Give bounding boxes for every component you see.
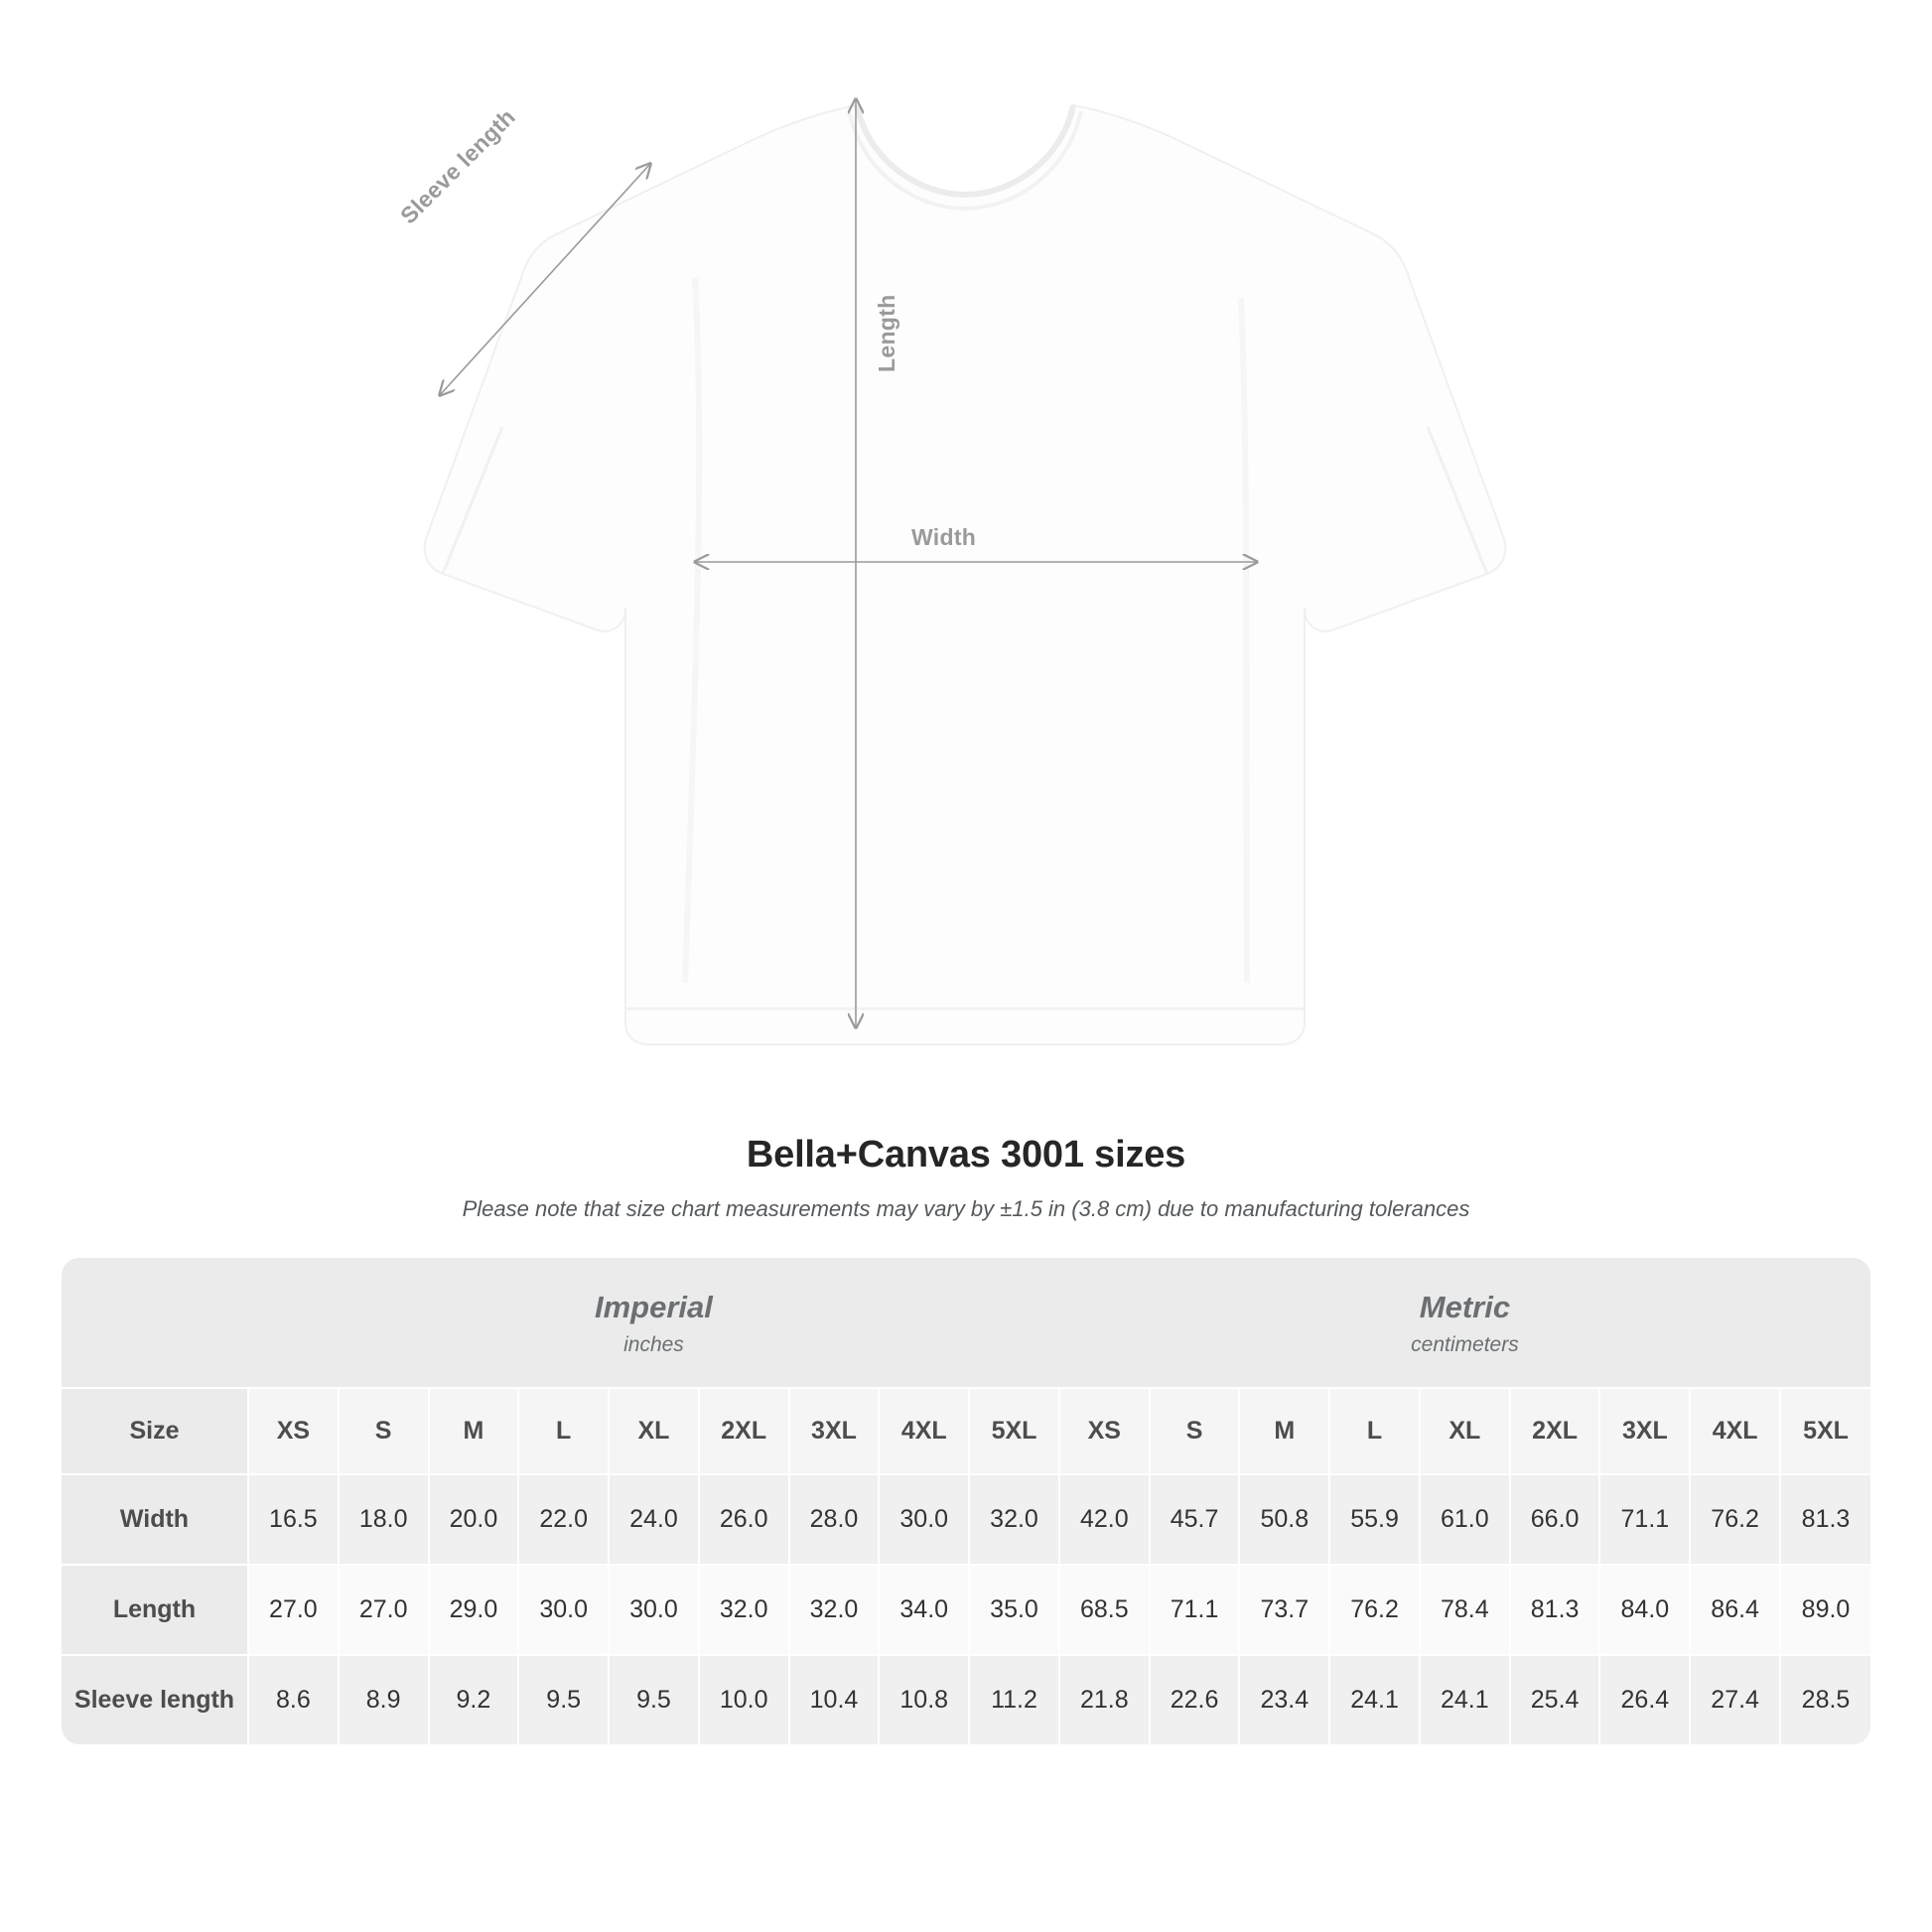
table-row	[62, 1474, 1870, 1565]
measurement-cell: 28.5	[1780, 1655, 1870, 1744]
size-header-cell: 5XL	[969, 1388, 1059, 1474]
measurement-cell: 55.9	[1329, 1474, 1420, 1565]
unit-name: Metric	[1419, 1290, 1511, 1324]
sleeve-length-label: Sleeve length	[395, 103, 520, 229]
measurement-cell: 32.0	[789, 1565, 880, 1655]
measurement-cell: 34.0	[879, 1565, 969, 1655]
size-header-cell: 4XL	[1690, 1388, 1780, 1474]
size-header-cell: XS	[1059, 1388, 1150, 1474]
measurement-cell: 76.2	[1329, 1565, 1420, 1655]
measurement-cell: 86.4	[1690, 1565, 1780, 1655]
measurement-cell: 20.0	[429, 1474, 519, 1565]
measurement-cell: 27.0	[339, 1565, 429, 1655]
measurement-cell: 30.0	[879, 1474, 969, 1565]
measurement-cell: 10.0	[699, 1655, 789, 1744]
size-header-cell: 3XL	[1599, 1388, 1690, 1474]
shirt-shape	[425, 105, 1506, 1044]
measurement-cell: 42.0	[1059, 1474, 1150, 1565]
measurement-cell: 24.1	[1329, 1655, 1420, 1744]
measurement-cell: 29.0	[429, 1565, 519, 1655]
size-column-header: Size	[62, 1388, 248, 1474]
measurement-cell: 25.4	[1510, 1655, 1600, 1744]
measurement-cell: 22.6	[1150, 1655, 1240, 1744]
measurement-cell: 84.0	[1599, 1565, 1690, 1655]
size-header-cell: M	[429, 1388, 519, 1474]
length-label: Length	[874, 294, 899, 372]
measurement-cell: 89.0	[1780, 1565, 1870, 1655]
measurement-cell: 76.2	[1690, 1474, 1780, 1565]
size-header-cell: S	[1150, 1388, 1240, 1474]
heading-block	[0, 1134, 1932, 1222]
measurement-cell: 28.0	[789, 1474, 880, 1565]
measurement-cell: 71.1	[1599, 1474, 1690, 1565]
measurement-cell: 45.7	[1150, 1474, 1240, 1565]
measurement-cell: 24.1	[1420, 1655, 1510, 1744]
size-header-cell: L	[1329, 1388, 1420, 1474]
size-header-cell: XL	[609, 1388, 699, 1474]
unit-subtitle: inches	[623, 1333, 684, 1356]
measurement-cell: 30.0	[609, 1565, 699, 1655]
measurement-cell: 18.0	[339, 1474, 429, 1565]
measurement-cell: 9.5	[518, 1655, 609, 1744]
measurement-cell: 11.2	[969, 1655, 1059, 1744]
measurement-cell: 81.3	[1510, 1565, 1600, 1655]
size-header-row	[62, 1388, 1870, 1474]
measurement-cell: 22.0	[518, 1474, 609, 1565]
size-header-cell: 3XL	[789, 1388, 880, 1474]
size-header-cell: S	[339, 1388, 429, 1474]
size-header-cell: 2XL	[699, 1388, 789, 1474]
width-label: Width	[911, 524, 977, 550]
measurement-cell: 32.0	[969, 1474, 1059, 1565]
measurement-cell: 8.9	[339, 1655, 429, 1744]
measurement-cell: 32.0	[699, 1565, 789, 1655]
unit-header-metric	[1059, 1258, 1870, 1388]
measurement-cell: 66.0	[1510, 1474, 1600, 1565]
size-header-cell: XS	[248, 1388, 339, 1474]
measurement-cell: 9.5	[609, 1655, 699, 1744]
size-header-cell: 2XL	[1510, 1388, 1600, 1474]
measurement-cell: 35.0	[969, 1565, 1059, 1655]
unit-subtitle: centimeters	[1411, 1333, 1519, 1356]
measurement-cell: 26.4	[1599, 1655, 1690, 1744]
size-header-cell: L	[518, 1388, 609, 1474]
measurement-cell: 9.2	[429, 1655, 519, 1744]
measurement-cell: 61.0	[1420, 1474, 1510, 1565]
measurement-cell: 27.4	[1690, 1655, 1780, 1744]
measurement-cell: 10.8	[879, 1655, 969, 1744]
measurement-cell: 78.4	[1420, 1565, 1510, 1655]
size-header-cell: 4XL	[879, 1388, 969, 1474]
measurement-cell: 8.6	[248, 1655, 339, 1744]
size-header-cell: M	[1239, 1388, 1329, 1474]
size-table-container	[62, 1258, 1870, 1744]
unit-row-spacer	[62, 1258, 248, 1388]
measurement-cell: 27.0	[248, 1565, 339, 1655]
size-header-cell: XL	[1420, 1388, 1510, 1474]
measurement-cell: 21.8	[1059, 1655, 1150, 1744]
measurement-cell: 50.8	[1239, 1474, 1329, 1565]
measurement-cell: 10.4	[789, 1655, 880, 1744]
measurement-cell: 68.5	[1059, 1565, 1150, 1655]
table-row	[62, 1565, 1870, 1655]
measurement-cell: 26.0	[699, 1474, 789, 1565]
measurement-cell: 16.5	[248, 1474, 339, 1565]
measurement-cell: 73.7	[1239, 1565, 1329, 1655]
unit-header-imperial	[248, 1258, 1059, 1388]
table-row	[62, 1655, 1870, 1744]
unit-name: Imperial	[595, 1290, 713, 1324]
unit-header-row	[62, 1258, 1870, 1388]
measurement-cell: 23.4	[1239, 1655, 1329, 1744]
measurement-cell: 81.3	[1780, 1474, 1870, 1565]
measurement-label: Width	[62, 1474, 248, 1565]
measurement-cell: 71.1	[1150, 1565, 1240, 1655]
size-table	[62, 1258, 1870, 1744]
tolerance-note: Please note that size chart measurements may vary by ±1.5 in (3.8 cm) due to manufacturing tolerances	[462, 1196, 1470, 1221]
page-title: Bella+Canvas 3001 sizes	[746, 1134, 1186, 1175]
measurement-label: Sleeve length	[62, 1655, 248, 1744]
size-header-cell: 5XL	[1780, 1388, 1870, 1474]
measurement-cell: 24.0	[609, 1474, 699, 1565]
measurement-cell: 30.0	[518, 1565, 609, 1655]
measurement-label: Length	[62, 1565, 248, 1655]
